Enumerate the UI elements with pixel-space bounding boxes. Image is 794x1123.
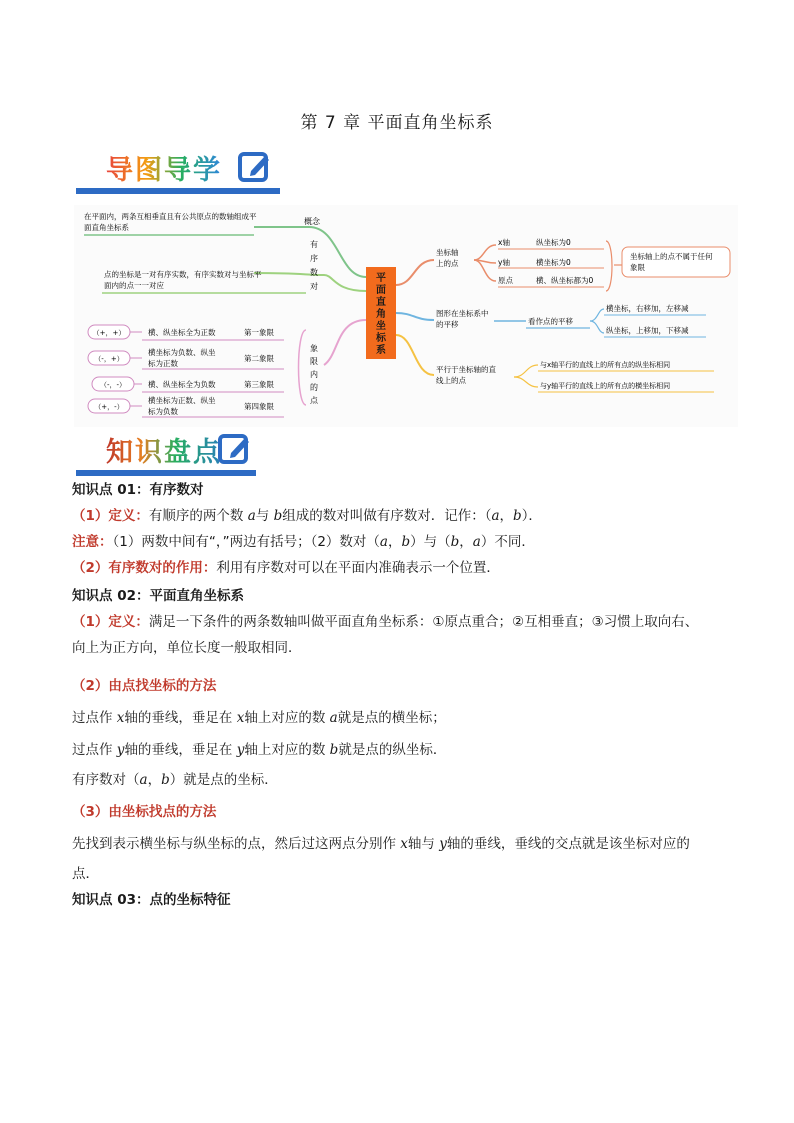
svg-text:系: 系 <box>376 345 386 356</box>
kp1-note: 注意：（1）两数中间有“，”两边有括号；（2）数对（a，b）与（b，a）不同． <box>72 534 535 550</box>
banner-map-text: 导图导学 <box>106 148 222 187</box>
axis-note-1: 坐标轴上的点不属于任何 <box>630 252 713 261</box>
kp2-method-2-line-1: 先找到表示横坐标与纵坐标的点，然后过这两点分别作 x轴与 y轴的垂线，垂线的交点就是该坐标对应的 <box>72 836 690 852</box>
parallel-label-1: 平行于坐标轴的直 <box>436 365 496 374</box>
translate-mid: 看作点的平移 <box>528 317 573 326</box>
concept-text-1: 在平面内，两条互相垂直且有公共原点的数轴组成平 <box>84 212 257 221</box>
svg-text:（+，+）: （+，+） <box>92 329 126 337</box>
kp3-heading: 知识点 03：点的坐标特征 <box>72 892 231 908</box>
svg-text:标: 标 <box>376 333 386 344</box>
banner-knowledge-text: 知识盘点 <box>106 430 222 469</box>
svg-text:第三象限: 第三象限 <box>244 380 274 389</box>
translate-label-1: 图形在坐标系中 <box>436 309 489 318</box>
svg-text:横坐标为负数、纵坐: 横坐标为负数、纵坐 <box>148 348 216 357</box>
kp1-heading: 知识点 01：有序数对 <box>72 482 204 498</box>
svg-text:（-，+）: （-，+） <box>94 355 124 363</box>
svg-text:横坐标为0: 横坐标为0 <box>536 258 571 267</box>
kp2-definition-cont: 向上为正方向，单位长度一般取相同． <box>72 640 302 656</box>
banner-map-underline <box>76 188 280 194</box>
svg-text:横、纵坐标全为正数: 横、纵坐标全为正数 <box>148 328 216 337</box>
translate-label-2: 的平移 <box>436 320 459 329</box>
pencil-edit-icon <box>238 150 272 184</box>
svg-text:纵坐标为0: 纵坐标为0 <box>536 238 571 247</box>
svg-text:标为负数: 标为负数 <box>148 407 178 416</box>
svg-text:的: 的 <box>310 383 318 392</box>
translate-item-1: 横坐标，右移加，左移减 <box>606 304 689 313</box>
svg-text:序: 序 <box>310 254 318 263</box>
kp2-method-2-heading: （3）由坐标找点的方法 <box>72 804 217 820</box>
svg-text:直: 直 <box>376 297 386 308</box>
concept-text-2: 面直角坐标系 <box>84 223 129 232</box>
axis-note-2: 象限 <box>630 263 645 272</box>
svg-text:内: 内 <box>310 370 318 379</box>
svg-text:象: 象 <box>310 344 318 353</box>
kp2-heading: 知识点 02：平面直角坐标系 <box>72 588 244 604</box>
svg-text:对: 对 <box>310 282 318 291</box>
svg-text:限: 限 <box>310 357 318 366</box>
mind-map-center <box>375 271 387 356</box>
page-title: 第 7 章 平面直角坐标系 <box>300 113 494 133</box>
kp2-definition: （1）定义：满足一下条件的两条数轴叫做平面直角坐标系：①原点重合；②互相垂直；③习惯上取向右、 <box>72 614 699 630</box>
kp1-usage: （2）有序数对的作用：利用有序数对可以在平面内准确表示一个位置． <box>72 560 500 576</box>
svg-text:标为正数: 标为正数 <box>148 359 178 368</box>
concept-label: 概念 <box>304 217 320 226</box>
ordered-text-1: 点的坐标是一对有序实数，有序实数对与坐标平 <box>104 270 262 279</box>
axis-point-label-2: 上的点 <box>436 259 459 268</box>
pencil-edit-icon <box>218 432 252 466</box>
svg-text:横坐标为正数、纵坐: 横坐标为正数、纵坐 <box>148 396 216 405</box>
banner-knowledge <box>76 428 256 476</box>
banner-knowledge-underline <box>76 470 256 476</box>
svg-text:平: 平 <box>376 273 386 284</box>
svg-text:坐: 坐 <box>376 321 386 332</box>
parallel-item-2: 与y轴平行的直线上的所有点的横坐标相同 <box>540 382 671 390</box>
svg-text:第二象限: 第二象限 <box>244 354 274 363</box>
translate-item-2: 纵坐标，上移加，下移减 <box>606 326 689 335</box>
kp2-method-1-line-2: 过点作 y轴的垂线，垂足在 y轴上对应的数 b就是点的纵坐标． <box>72 742 447 758</box>
mind-map <box>74 205 738 427</box>
svg-text:横、纵坐标都为0: 横、纵坐标都为0 <box>536 276 594 285</box>
svg-text:（+，-）: （+，-） <box>94 403 124 411</box>
axis-point-label-1: 坐标轴 <box>436 248 459 257</box>
kp2-method-2-line-2: 点． <box>72 866 99 882</box>
svg-text:横、纵坐标全为负数: 横、纵坐标全为负数 <box>148 380 216 389</box>
svg-text:面: 面 <box>376 285 386 296</box>
svg-text:点: 点 <box>310 396 318 405</box>
svg-text:第一象限: 第一象限 <box>244 328 274 337</box>
svg-text:y轴: y轴 <box>498 258 510 267</box>
quadrant-label <box>310 343 319 405</box>
svg-text:原点: 原点 <box>498 276 513 285</box>
kp1-definition: （1）定义：有顺序的两个数 a与 b组成的数对叫做有序数对．记作：（a，b）． <box>72 508 542 524</box>
svg-text:第四象限: 第四象限 <box>244 402 274 411</box>
kp2-method-1-line-3: 有序数对（a，b）就是点的坐标． <box>72 772 278 788</box>
svg-text:有: 有 <box>310 240 318 249</box>
banner-map <box>76 146 280 194</box>
svg-text:x轴: x轴 <box>498 238 510 247</box>
svg-text:（-，-）: （-，-） <box>99 381 127 389</box>
kp2-method-1-heading: （2）由点找坐标的方法 <box>72 678 217 694</box>
parallel-item-1: 与x轴平行的直线上的所有点的纵坐标相同 <box>540 361 671 369</box>
kp2-method-1-line-1: 过点作 x轴的垂线，垂足在 x轴上对应的数 a就是点的横坐标； <box>72 710 446 726</box>
ordered-text-2: 面内的点一一对应 <box>104 281 164 290</box>
parallel-label-2: 线上的点 <box>436 376 466 385</box>
svg-text:角: 角 <box>376 309 386 320</box>
svg-text:数: 数 <box>310 268 318 277</box>
